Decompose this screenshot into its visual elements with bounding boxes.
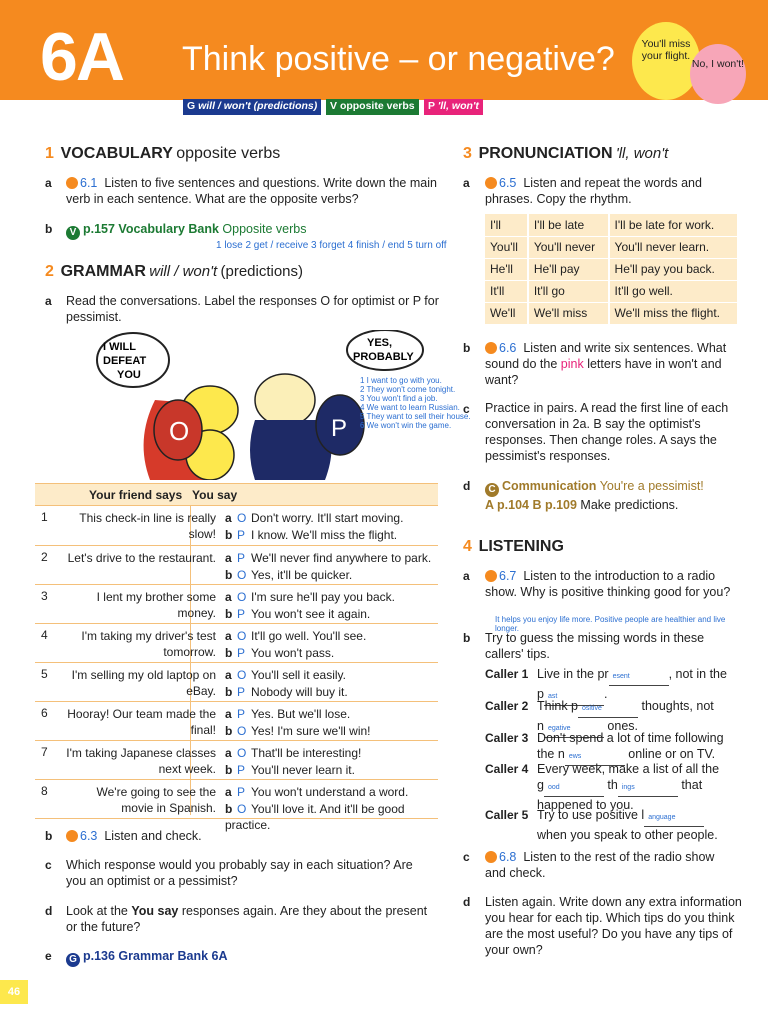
section-grammar-heading: 2 GRAMMAR will / won't (predictions)	[45, 263, 304, 280]
caller-tip: Live in the pr esent , not in the p ast .	[537, 666, 742, 706]
item-label: e	[45, 949, 52, 963]
caller-label: Caller 3	[485, 731, 529, 745]
conversation-row: 8 We're going to see the movie in Spanish. a P You won't understand a word. b O You'll love it. And it'll be good practice.	[35, 779, 438, 819]
conversation-row: 2 Let's drive to the restaurant. a P We'll never find anywhere to park. b O Yes, it'll be quicker.	[35, 545, 438, 584]
item-label: d	[463, 895, 471, 909]
audio-icon[interactable]	[66, 830, 78, 842]
svg-text:PROBABLY: PROBABLY	[353, 351, 414, 363]
svg-text:YOU: YOU	[117, 369, 141, 381]
conversation-row: 5 I'm selling my old laptop on eBay. a O You'll sell it easily. b P Nobody will buy it.	[35, 662, 438, 701]
caller-tip: Every week, make a list of all the g ood th ings that happened to you.	[537, 762, 720, 812]
cartoon-letter-o: O	[169, 416, 190, 446]
audio-icon[interactable]	[485, 570, 497, 582]
lesson-number: 6A	[40, 19, 123, 95]
pron-a-instruction: 6.5 Listen and repeat the words and phrases. Copy the rhythm.	[485, 176, 702, 206]
audio-icon[interactable]	[66, 177, 78, 189]
cartoon-letter-p: P	[331, 415, 348, 442]
caller-tip: Try to use positive l anguage when you speak to other people.	[537, 808, 718, 842]
listening-c-instruction: 6.8 Listen to the rest of the radio show and check.	[485, 850, 715, 880]
listening-b-instruction: Try to guess the missing words in these callers' tips.	[485, 631, 705, 661]
audio-icon[interactable]	[485, 177, 497, 189]
item-label: d	[463, 479, 471, 493]
item-label: c	[463, 402, 470, 416]
audio-icon[interactable]	[485, 342, 497, 354]
item-label: b	[45, 829, 53, 843]
vocabulary-tag: V opposite verbs	[326, 99, 419, 115]
item-label: a	[45, 294, 52, 308]
caller-label: Caller 5	[485, 808, 529, 822]
item-label: c	[463, 850, 470, 864]
page-number: 46	[0, 980, 28, 1004]
item-label: a	[45, 176, 52, 190]
vocab-bank-ref: V p.157 Vocabulary Bank Opposite verbs	[66, 221, 307, 240]
conversation-row: 1 This check-in line is really slow! a O Don't worry. It'll start moving. b P I know. We'll miss the flight.	[35, 505, 438, 545]
speech-bubble-pink: No, I won't!	[690, 44, 746, 104]
grammar-tag: G will / won't (predictions)	[183, 99, 321, 115]
speech-bubble-yellow: You'll miss your flight.	[632, 22, 700, 100]
caller-tip: Don't spend a lot of time following the n ews online or on TV.	[537, 730, 742, 766]
conversation-row: 6 Hooray! Our team made the final! a P Yes. But we'll lose. b O Yes! I'm sure we'll win!	[35, 701, 438, 740]
grammar-c-instruction: Which response would you probably say in each situation? Are you an optimist or a pessimist?	[66, 858, 413, 888]
item-label: a	[463, 176, 470, 190]
section-pronunciation-heading: 3 PRONUNCIATION 'll, won't	[463, 145, 669, 162]
conversation-row: 4 I'm taking my driver's test tomorrow. a O It'll go well. You'll see. b P You won't pass.	[35, 623, 438, 662]
handwritten-notes: 1 I want to go with you. 2 They won't come tonight. 3 You won't find a job. 4 We want to learn Russian. 5 They want to sell their house. 6 We won't win the game.	[360, 376, 471, 430]
caller-label: Caller 1	[485, 667, 529, 681]
grammar-a-instruction: Read the conversations. Label the responses O for optimist or P for pessimist.	[66, 294, 439, 324]
section-vocabulary-heading: 1 VOCABULARY opposite verbs	[45, 145, 281, 162]
grammar-d-instruction: Look at the You say responses again. Are they about the present or the future?	[66, 904, 428, 934]
grammar-bank-ref: G p.136 Grammar Bank 6A	[66, 948, 228, 967]
conversation-row: 7 I'm taking Japanese classes next week. a O That'll be interesting! b P You'll never learn it.	[35, 740, 438, 779]
item-label: b	[463, 341, 471, 355]
grammar-b-instruction: 6.3 Listen and check.	[66, 828, 202, 844]
pronunciation-tag: P 'll, won't	[424, 99, 483, 115]
pron-c-instruction: Practice in pairs. A read the first line of each conversation in 2a. B say the optimist's responses. Then change roles. A says the pessimist's responses.	[485, 401, 729, 463]
item-label: c	[45, 858, 52, 872]
item-label: a	[463, 569, 470, 583]
pron-d-instruction: C Communication You're a pessimist! A p.104 B p.109 Make predictions.	[485, 479, 704, 512]
pron-b-instruction: 6.6 Listen and write six sentences. What sound do the pink letters have in won't and want?	[485, 341, 727, 387]
item-label: b	[463, 631, 471, 645]
listening-a-instruction: 6.7 Listen to the introduction to a radio show. Why is positive thinking good for you?	[485, 569, 731, 599]
conversation-row: 3 I lent my brother some money. a O I'm sure he'll pay you back. b P You won't see it again.	[35, 584, 438, 623]
vocab-a-instruction: 6.1 Listen to five sentences and questions. Write down the main verb in each sentence. What are the opposite verbs?	[66, 176, 437, 206]
conversation-table-header: Your friend says You say	[35, 483, 438, 505]
handwritten-answer: It helps you enjoy life more. Positive people are healthier and live longer.	[495, 615, 726, 633]
svg-text:DEFEAT: DEFEAT	[103, 355, 147, 367]
pronunciation-table: I'll I'll be late I'll be late for work. You'll You'll never You'll never learn. He'll He'll pay He'll pay you back. It'll It'll go It'll go well. We'll We'll miss We'll miss the flight.	[485, 214, 739, 325]
lesson-title: Think positive – or negative?	[182, 40, 615, 78]
handwritten-answer: 1 lose 2 get / receive 3 forget 4 finish / end 5 turn off	[216, 240, 447, 251]
listening-d-instruction: Listen again. Write down any extra information you hear for each tip. Which tips do you think are the most useful? Do you have any tips of your own?	[485, 895, 742, 957]
audio-icon[interactable]	[485, 851, 497, 863]
item-label: b	[45, 222, 53, 236]
caller-label: Caller 4	[485, 762, 529, 776]
section-listening-heading: 4 LISTENING	[463, 538, 564, 555]
cartoon-bubble-left: I WILL	[103, 341, 136, 353]
caller-label: Caller 2	[485, 699, 529, 713]
item-label: d	[45, 904, 53, 918]
cartoon-bubble-right: YES,	[367, 337, 393, 349]
caller-tip: Think p ositive thoughts, not n egative ones.	[537, 698, 742, 738]
